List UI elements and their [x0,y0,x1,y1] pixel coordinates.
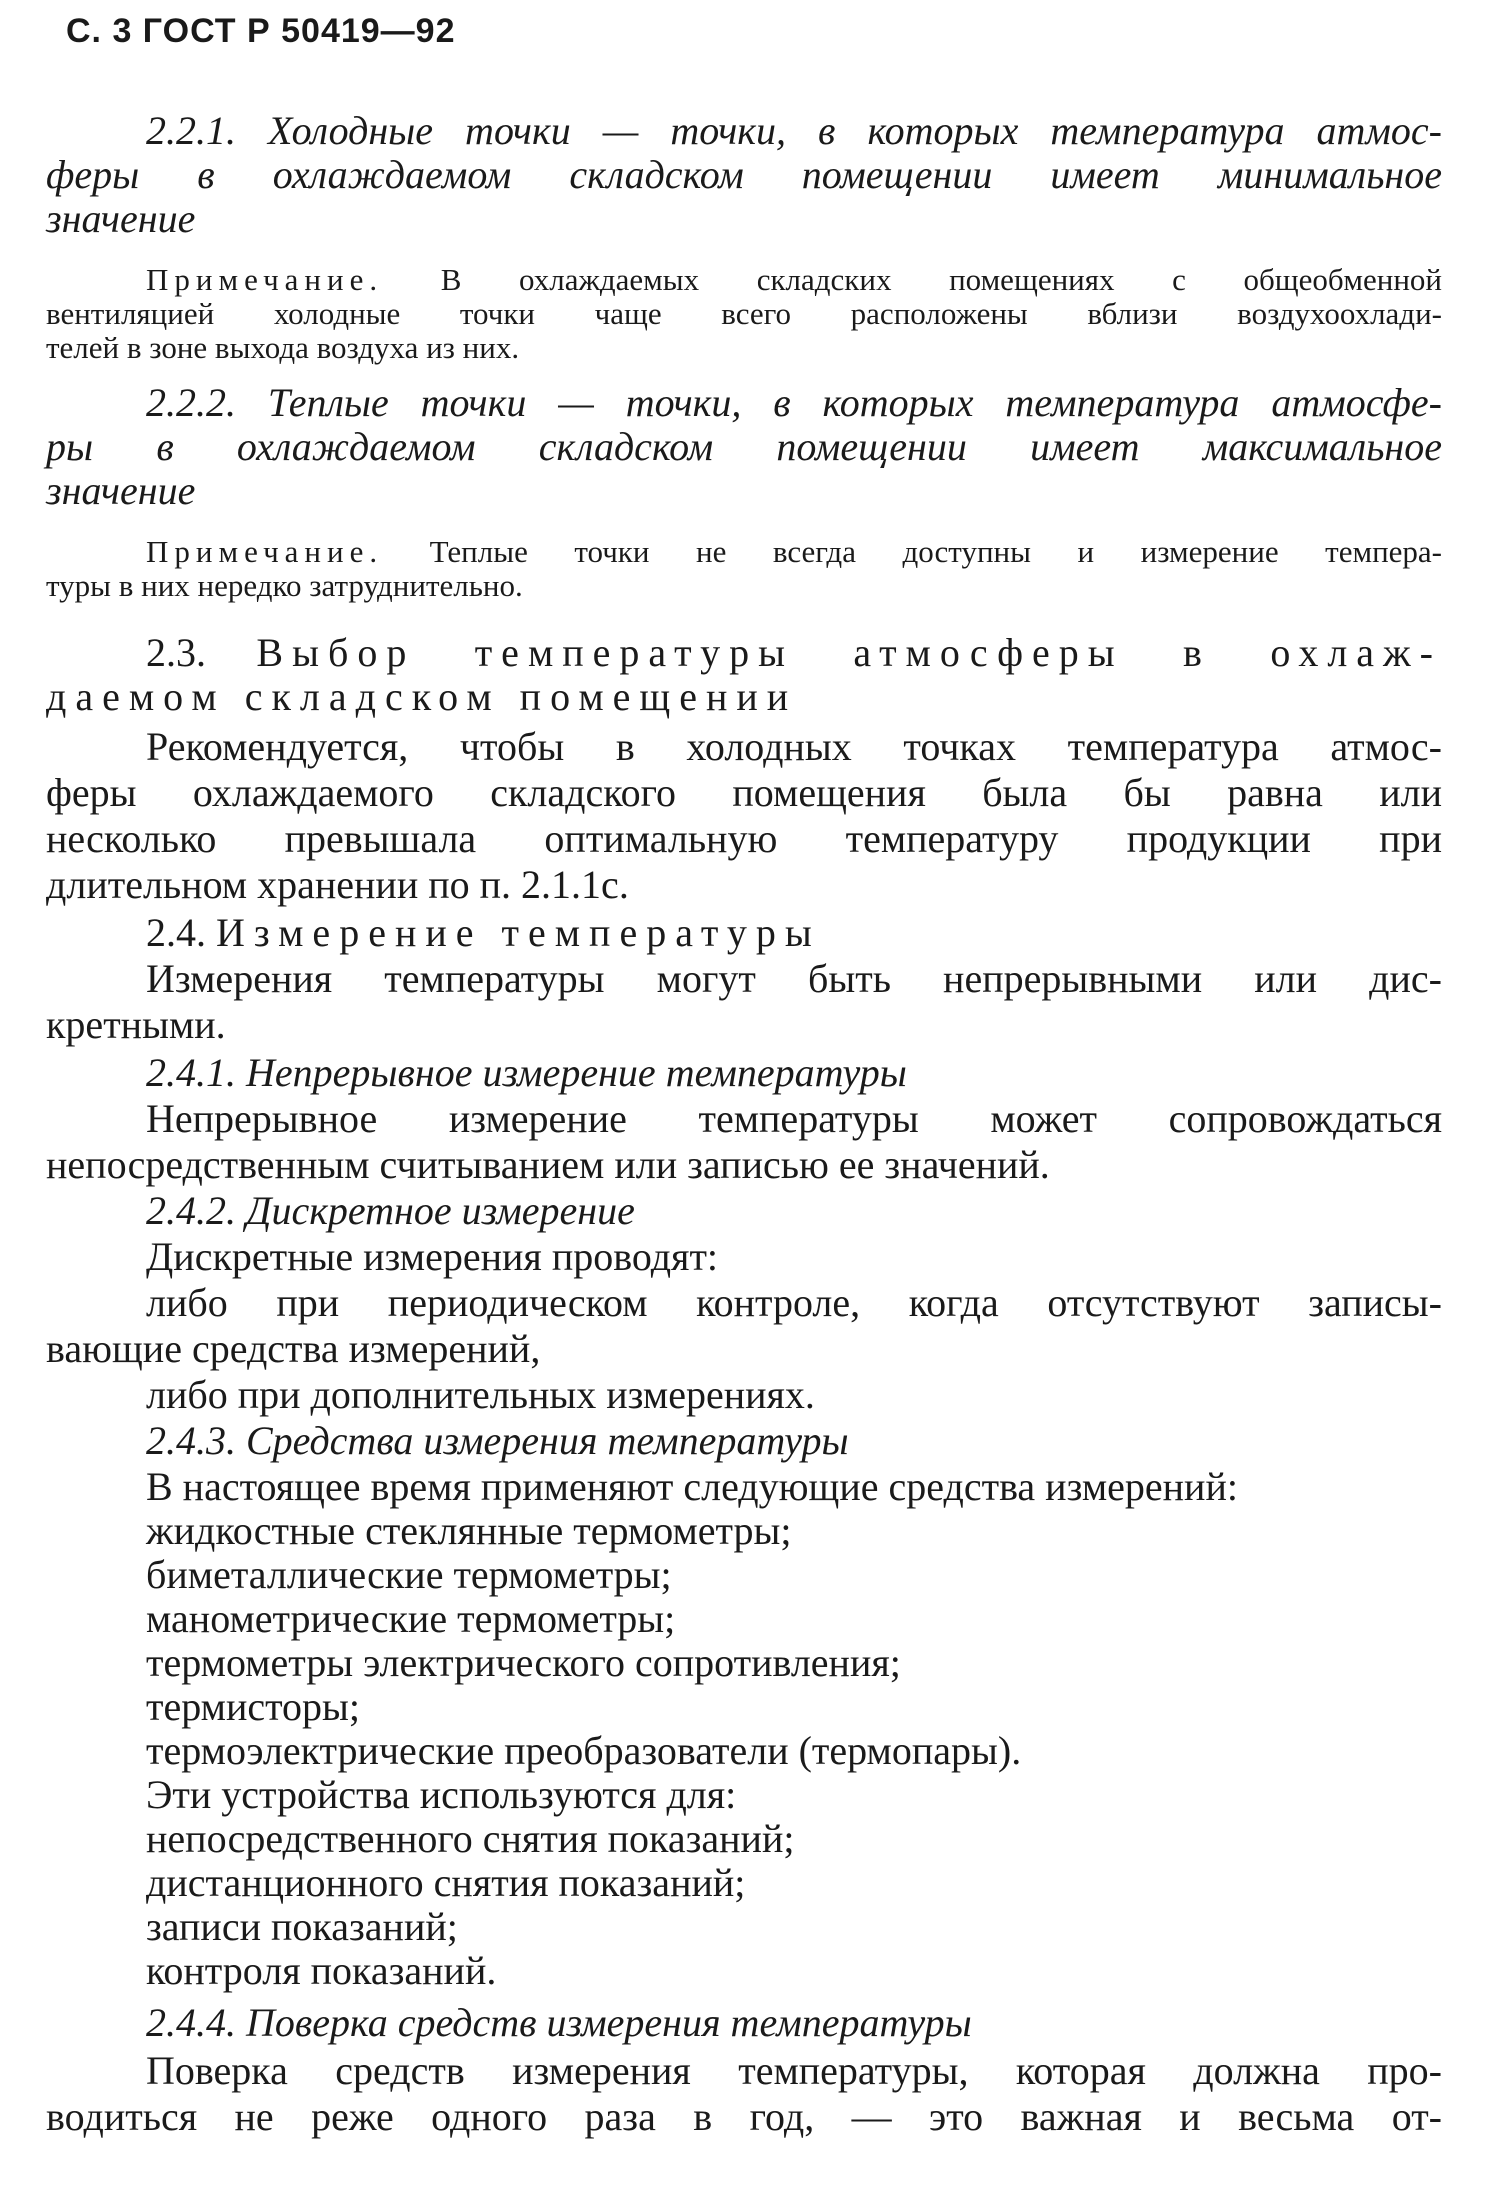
section-2-2-1-line: значение [46,196,196,241]
paragraph-line: Дискретные измерения проводят: [146,1234,719,1279]
paragraph-line: водиться не реже одного раза в год, — это важная и весьма от- [46,2094,1442,2139]
note-1-line: телей в зоне выхода воздуха из них. [46,330,520,365]
note-1-line: вентиляцией холодные точки чаще всего расположены вблизи воздухоохлади- [46,296,1442,331]
paragraph-line: длительном хранении по п. 2.1.1с. [46,862,629,907]
paragraph-line: Поверка средств измерения температуры, которая должна про- [146,2048,1442,2093]
list-item: биметаллические термометры; [146,1552,672,1597]
paragraph-line: либо при периодическом контроле, когда отсутствуют записы- [146,1280,1442,1325]
paragraph-line: Рекомендуется, чтобы в холодных точках температура атмос- [146,724,1442,769]
list-item: записи показаний; [146,1904,458,1949]
list-item: дистанционного снятия показаний; [146,1860,746,1905]
paragraph-line: Измерения температуры могут быть непрерывными или дис- [146,956,1442,1001]
note-2-label: Примечание. [146,534,384,569]
note-1-line: Примечание. В охлаждаемых складских помещениях с общеобменной [146,262,1442,297]
section-2-4-1-title: 2.4.1. Непрерывное измерение температуры [146,1050,907,1095]
paragraph-line: кретными. [46,1002,226,1047]
section-2-2-1-line: феры в охлаждаемом складском помещении имеет минимальное [46,152,1442,197]
paragraph-line: вающие средства измерений, [46,1326,541,1371]
paragraph-line: несколько превышала оптимальную температуру продукции при [46,816,1442,861]
section-2-2-2-line: значение [46,468,196,513]
section-2-4-3-title: 2.4.3. Средства измерения температуры [146,1418,849,1463]
section-2-4-title: 2.4. Измерение температуры [146,910,821,955]
section-2-3-title: даемом складском помещении [46,674,798,719]
list-item: манометрические термометры; [146,1596,676,1641]
paragraph-line: В настоящее время применяют следующие средства измерений: [146,1464,1238,1509]
note-2-line: Примечание. Теплые точки не всегда доступны и измерение темпера- [146,534,1442,569]
paragraph-line: непосредственным считыванием или записью ее значений. [46,1142,1050,1187]
paragraph-line: феры охлаждаемого складского помещения была бы равна или [46,770,1442,815]
section-2-2-1-line: 2.2.1. Холодные точки — точки, в которых температура атмос- [146,108,1442,153]
list-item: термометры электрического сопротивления; [146,1640,901,1685]
list-item: непосредственного снятия показаний; [146,1816,795,1861]
list-item: жидкостные стеклянные термометры; [146,1508,792,1553]
page-header: С. 3 ГОСТ Р 50419—92 [66,12,456,50]
paragraph-line: Непрерывное измерение температуры может сопровождаться [146,1096,1442,1141]
section-2-3-title: 2.3. Выбор температуры атмосферы в охлаж- [146,630,1443,675]
list-item: контроля показаний. [146,1948,497,1993]
section-2-4-4-title: 2.4.4. Поверка средств измерения температуры [146,2000,972,2045]
section-2-4-2-title: 2.4.2. Дискретное измерение [146,1188,635,1233]
section-2-2-2-line: 2.2.2. Теплые точки — точки, в которых температура атмосфе- [146,380,1442,425]
section-2-2-2-line: ры в охлаждаемом складском помещении имеет максимальное [46,424,1442,469]
note-1-label: Примечание. [146,262,384,297]
note-2-line: туры в них нередко затруднительно. [46,568,523,603]
paragraph-line: Эти устройства используются для: [146,1772,737,1817]
paragraph-line: либо при дополнительных измерениях. [146,1372,815,1417]
list-item: термоэлектрические преобразователи (термопары). [146,1728,1022,1773]
list-item: термисторы; [146,1684,361,1729]
